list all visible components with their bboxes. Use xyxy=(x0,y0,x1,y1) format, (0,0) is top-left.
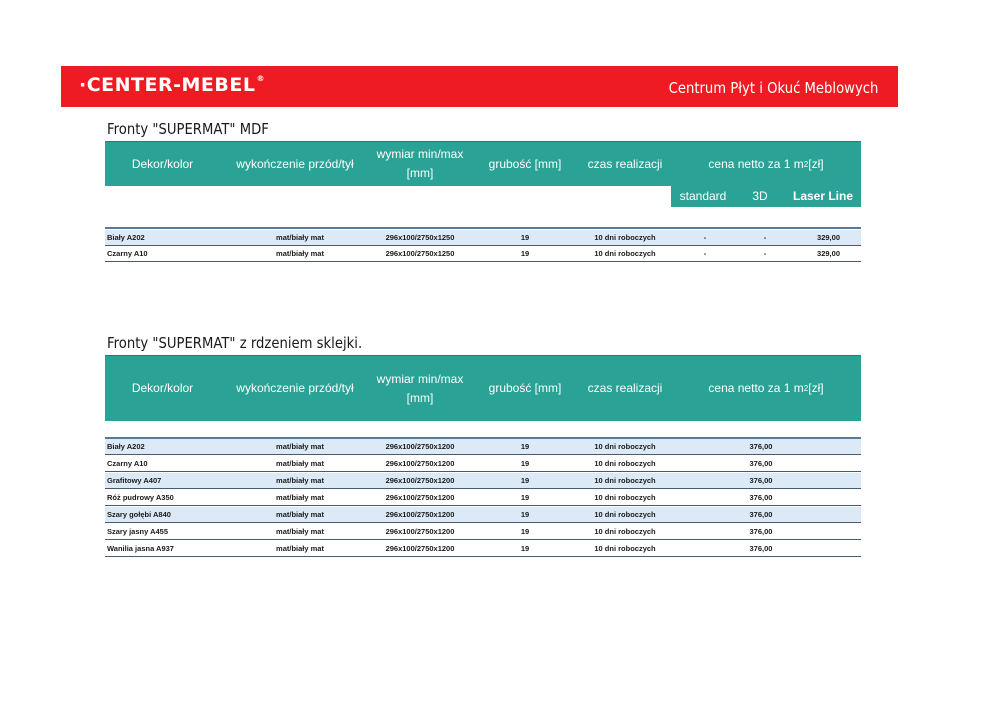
cell-lead-time: 10 dni roboczych xyxy=(594,510,656,519)
cell-laser: 329,00 xyxy=(817,233,840,242)
cell-price: 376,00 xyxy=(749,510,773,519)
cell-thickness: 19 xyxy=(520,249,530,258)
subheader-3d: 3D xyxy=(752,189,768,203)
table-row xyxy=(105,507,861,523)
cell-finish: mat/biały mat xyxy=(276,527,324,536)
cell-finish: mat/biały mat xyxy=(276,249,324,258)
col-header-lead-time: czas realizacji xyxy=(587,156,663,171)
cell-dekor: Biały A202 xyxy=(107,442,145,451)
table-header-plywood xyxy=(105,355,861,421)
tagline: Centrum Płyt i Okuć Meblowych xyxy=(668,79,878,97)
cell-dimension: 296x100/2750x1200 xyxy=(385,459,455,468)
cell-3d: - xyxy=(763,233,767,242)
cell-thickness: 19 xyxy=(520,442,530,451)
logo-text: ·CENTER-MEBEL xyxy=(79,74,256,96)
table-row xyxy=(105,456,861,472)
col-header-dekor: Dekor/kolor xyxy=(131,381,194,395)
cell-price: 376,00 xyxy=(749,459,773,468)
cell-price: 376,00 xyxy=(749,544,773,553)
cell-3d: - xyxy=(763,249,767,258)
cell-thickness: 19 xyxy=(520,527,530,536)
cell-thickness: 19 xyxy=(520,233,530,242)
cell-lead-time: 10 dni roboczych xyxy=(594,233,656,242)
table-row xyxy=(105,473,861,489)
table-row xyxy=(105,490,861,506)
cell-dekor: Czarny A10 xyxy=(107,249,148,258)
cell-thickness: 19 xyxy=(520,510,530,519)
price-label: cena netto za 1 m xyxy=(708,381,804,395)
cell-lead-time: 10 dni roboczych xyxy=(594,527,656,536)
cell-dimension: 296x100/2750x1250 xyxy=(385,233,455,242)
cell-dimension: 296x100/2750x1200 xyxy=(385,544,455,553)
cell-thickness: 19 xyxy=(520,476,530,485)
dimension-unit: [mm] xyxy=(406,390,434,405)
cell-dekor: Czarny A10 xyxy=(107,459,148,468)
col-header-dimension xyxy=(370,356,470,421)
table-row xyxy=(105,541,861,557)
subheader-laser-line: Laser Line xyxy=(792,189,854,203)
brand-logo xyxy=(79,74,265,96)
col-header-thickness: grubość [mm] xyxy=(488,381,562,395)
cell-price: 376,00 xyxy=(749,493,773,502)
price-currency: [zł] xyxy=(808,381,824,395)
cell-lead-time: 10 dni roboczych xyxy=(594,544,656,553)
cell-laser: 329,00 xyxy=(817,249,840,258)
cell-lead-time: 10 dni roboczych xyxy=(594,459,656,468)
price-unit-sup: 2 xyxy=(803,384,809,393)
col-header-finish: wykończenie przód/tył xyxy=(236,156,354,171)
cell-standard: - xyxy=(703,233,707,242)
cell-dimension: 296x100/2750x1250 xyxy=(385,249,455,258)
cell-thickness: 19 xyxy=(520,544,530,553)
col-header-price xyxy=(671,356,861,421)
cell-dekor: Róż pudrowy A350 xyxy=(107,493,174,502)
cell-finish: mat/biały mat xyxy=(276,233,324,242)
table-row xyxy=(105,439,861,455)
cell-dekor: Biały A202 xyxy=(107,233,145,242)
col-header-thickness: grubość [mm] xyxy=(488,156,562,171)
cell-finish: mat/biały mat xyxy=(276,544,324,553)
cell-finish: mat/biały mat xyxy=(276,510,324,519)
dimension-label: wymiar min/max xyxy=(376,371,464,386)
cell-price: 376,00 xyxy=(749,476,773,485)
subheader-standard: standard xyxy=(679,189,727,203)
cell-lead-time: 10 dni roboczych xyxy=(594,493,656,502)
cell-thickness: 19 xyxy=(520,459,530,468)
cell-finish: mat/biały mat xyxy=(276,476,324,485)
price-subheader xyxy=(671,185,861,207)
cell-lead-time: 10 dni roboczych xyxy=(594,249,656,258)
cell-lead-time: 10 dni roboczych xyxy=(594,442,656,451)
price-unit-sup: 2 xyxy=(803,159,809,169)
cell-dekor: Wanilia jasna A937 xyxy=(107,544,174,553)
cell-finish: mat/biały mat xyxy=(276,442,324,451)
table-rule xyxy=(105,227,861,229)
cell-lead-time: 10 dni roboczych xyxy=(594,476,656,485)
registered-mark: ® xyxy=(256,74,265,83)
cell-dimension: 296x100/2750x1200 xyxy=(385,476,455,485)
cell-dimension: 296x100/2750x1200 xyxy=(385,510,455,519)
cell-dekor: Szary gołębi A840 xyxy=(107,510,171,519)
cell-thickness: 19 xyxy=(520,493,530,502)
cell-standard: - xyxy=(703,249,707,258)
cell-finish: mat/biały mat xyxy=(276,459,324,468)
cell-dimension: 296x100/2750x1200 xyxy=(385,527,455,536)
header-banner xyxy=(61,66,898,107)
cell-dekor: Grafitowy A407 xyxy=(107,476,162,485)
col-header-finish: wykończenie przód/tył xyxy=(236,381,354,395)
price-currency: [zł] xyxy=(808,156,824,171)
table-row xyxy=(105,524,861,540)
table-header-mdf xyxy=(105,141,861,186)
col-header-dimension xyxy=(370,142,470,186)
cell-dekor: Szary jasny A455 xyxy=(107,527,169,536)
table-row xyxy=(105,230,861,246)
cell-finish: mat/biały mat xyxy=(276,493,324,502)
col-header-dekor: Dekor/kolor xyxy=(131,156,194,171)
cell-price: 376,00 xyxy=(749,527,773,536)
section-title-mdf: Fronty "SUPERMAT" MDF xyxy=(107,120,269,138)
col-header-lead-time: czas realizacji xyxy=(587,381,663,395)
section-title-plywood: Fronty "SUPERMAT" z rdzeniem sklejki. xyxy=(107,334,363,352)
dimension-unit: [mm] xyxy=(406,166,434,180)
cell-dimension: 296x100/2750x1200 xyxy=(385,493,455,502)
col-header-price xyxy=(671,142,861,186)
cell-price: 376,00 xyxy=(749,442,773,451)
dimension-label: wymiar min/max xyxy=(376,147,464,161)
cell-dimension: 296x100/2750x1200 xyxy=(385,442,455,451)
table-row xyxy=(105,246,861,262)
price-label: cena netto za 1 m xyxy=(708,156,804,171)
